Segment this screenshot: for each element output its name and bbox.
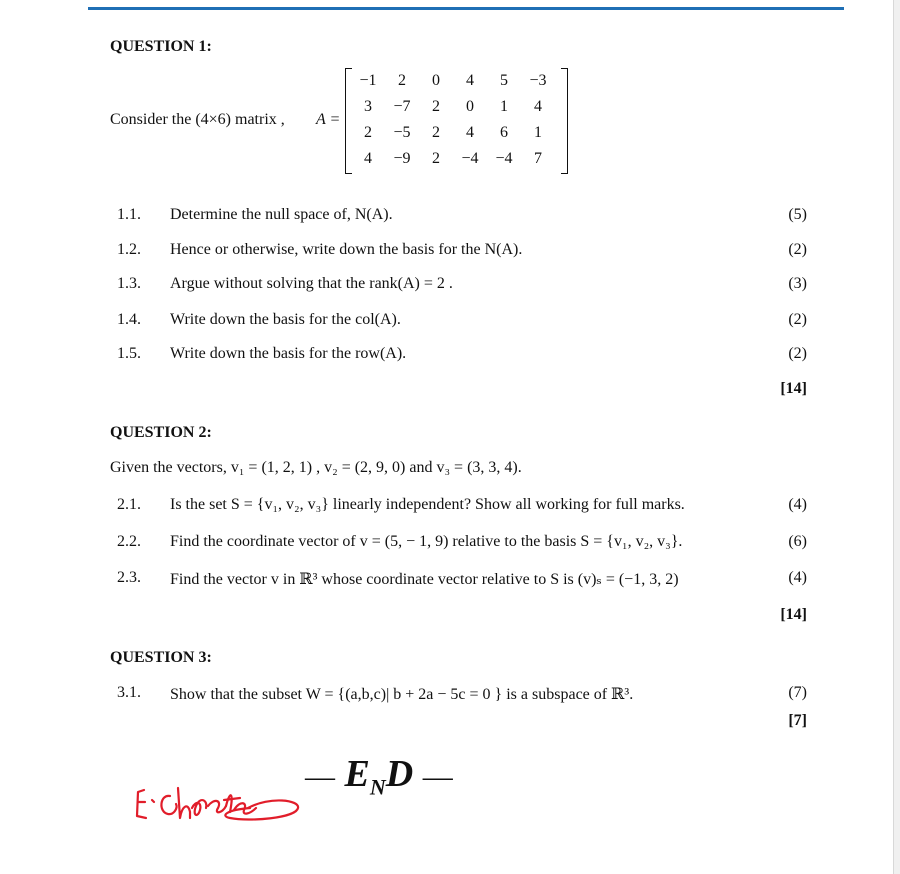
item-number: 1.5. xyxy=(117,345,141,362)
matrix-cell: −7 xyxy=(393,98,411,115)
matrix-cell: 4 xyxy=(534,98,542,115)
handwritten-signature xyxy=(130,778,305,826)
end-letter-d: D xyxy=(385,753,414,795)
matrix-cell: −4 xyxy=(495,150,513,167)
matrix-cell: −9 xyxy=(393,150,411,167)
matrix-cell: 4 xyxy=(466,124,474,141)
matrix-cell: 2 xyxy=(398,72,406,89)
item-text: Determine the null space of, N(A). xyxy=(170,206,393,223)
q3-total: [7] xyxy=(788,712,807,729)
matrix-cell: 2 xyxy=(432,124,440,141)
matrix-cell: 2 xyxy=(432,150,440,167)
item-marks: (3) xyxy=(788,275,807,292)
matrix-cell: 1 xyxy=(500,98,508,115)
question-2-title: QUESTION 2: xyxy=(110,424,212,441)
question-1-title: QUESTION 1: xyxy=(110,38,212,55)
end-letter-n: N xyxy=(369,774,386,800)
matrix-cell: −5 xyxy=(393,124,411,141)
item-number: 3.1. xyxy=(117,684,141,701)
matrix-cell: 1 xyxy=(534,124,542,141)
end-marker xyxy=(305,752,453,801)
item-marks: (2) xyxy=(788,345,807,362)
item-marks: (2) xyxy=(788,311,807,328)
matrix-cell: 6 xyxy=(500,124,508,141)
end-dash-left: — xyxy=(305,760,335,793)
item-text: Write down the basis for the row(A). xyxy=(170,345,407,362)
item-text: Find the vector v in ℝ³ whose coordinate vector relative to S is (v)ₛ = (−1, 3, 2) xyxy=(170,571,679,588)
item-number: 2.2. xyxy=(117,533,141,550)
matrix-cell: −1 xyxy=(359,72,377,89)
item-text: Show that the subset W = {(a,b,c)| b + 2a − 5c = 0 } is a subspace of ℝ³. xyxy=(170,686,634,703)
item-text: Write down the basis for the col(A). xyxy=(170,311,401,328)
q2-total: [14] xyxy=(780,606,807,623)
q1-intro: Consider the (4×6) matrix , xyxy=(110,111,285,128)
matrix-cell: 2 xyxy=(432,98,440,115)
matrix-cell: 0 xyxy=(432,72,440,89)
item-number: 1.3. xyxy=(117,275,141,292)
matrix-cell: 4 xyxy=(364,150,372,167)
matrix-label: A = xyxy=(316,111,341,128)
end-letter-e: E xyxy=(344,753,370,795)
matrix-cell: −3 xyxy=(529,72,547,89)
matrix-cell: 2 xyxy=(364,124,372,141)
item-number: 2.3. xyxy=(117,569,141,586)
matrix-cell: 5 xyxy=(500,72,508,89)
item-marks: (4) xyxy=(788,496,807,513)
item-marks: (4) xyxy=(788,569,807,586)
matrix-cell: 3 xyxy=(364,98,372,115)
matrix-cell: 4 xyxy=(466,72,474,89)
item-number: 1.2. xyxy=(117,241,141,258)
item-marks: (2) xyxy=(788,241,807,258)
matrix-right-bracket xyxy=(561,68,568,174)
item-text: Argue without solving that the rank(A) = 2 . xyxy=(170,275,453,292)
end-dash-right: — xyxy=(422,760,453,793)
item-number: 2.1. xyxy=(117,496,141,513)
item-marks: (7) xyxy=(788,684,807,701)
matrix-cell: 0 xyxy=(466,98,474,115)
q2-intro: Given the vectors, v₁ = (1, 2, 1) , v₂ = (2, 9, 0) and v₃ = (3, 3, 4). xyxy=(110,459,522,476)
q1-total: [14] xyxy=(780,380,807,397)
item-number: 1.1. xyxy=(117,206,141,223)
item-number: 1.4. xyxy=(117,311,141,328)
item-marks: (6) xyxy=(788,533,807,550)
question-3-title: QUESTION 3: xyxy=(110,649,212,666)
item-text: Hence or otherwise, write down the basis for the N(A). xyxy=(170,241,523,258)
item-marks: (5) xyxy=(788,206,807,223)
header-rule xyxy=(88,7,844,10)
matrix-cell: 7 xyxy=(534,150,542,167)
item-text: Find the coordinate vector of v = (5, − 1, 9) relative to the basis S = {v₁, v₂, v₃}. xyxy=(170,533,683,550)
item-text: Is the set S = {v₁, v₂, v₃} linearly independent? Show all working for full marks. xyxy=(170,496,685,513)
matrix-cell: −4 xyxy=(461,150,479,167)
